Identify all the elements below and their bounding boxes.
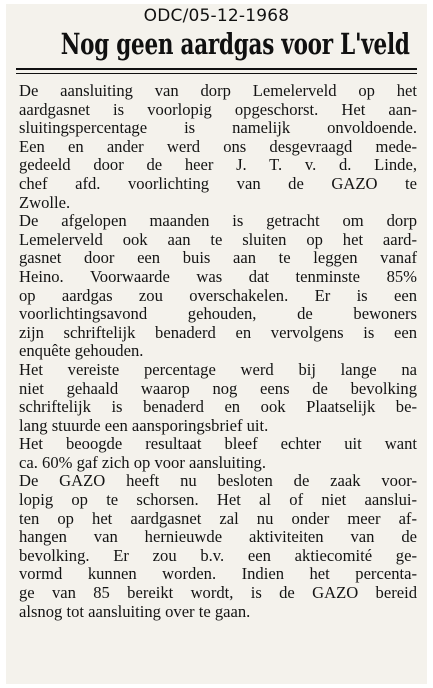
- text-line: Heino. Voorwaarde was dat tenminste 85%: [19, 266, 417, 286]
- text-line: ten op het aardgasnet zal nu onder meer af-: [19, 508, 417, 528]
- text-line: voorlichtingsavond gehouden, de bewoners: [19, 304, 417, 324]
- text-line: Het vereiste percentage werd bij lange na: [19, 359, 417, 379]
- text-line: Een en ander werd ons desgevraagd mede-: [19, 136, 417, 156]
- text-line: schriftelijk is benaderd en ook Plaatselijk be-: [19, 397, 417, 417]
- text-line: aardgasnet is voorlopig opgeschorst. Het aan-: [19, 99, 417, 119]
- paragraph-1: [19, 82, 417, 212]
- text-line: chef afd. voorlichting van de GAZO te: [19, 173, 417, 193]
- newspaper-clipping: [6, 4, 427, 684]
- text-line: De GAZO heeft nu besloten de zaak voor-: [19, 471, 417, 491]
- text-line: Zwolle.: [19, 192, 71, 212]
- text-line: hangen van hernieuwde aktiviteiten van de: [19, 527, 417, 547]
- headline-rule-thick: [16, 68, 417, 70]
- text-line: lang stuurde een aansporingsbrief uit.: [19, 415, 269, 435]
- text-line: Lemelerveld ook aan te sluiten op het aard-: [19, 229, 417, 249]
- text-line: niet gehaald waarop nog eens de bevolking: [19, 378, 417, 398]
- article-body: [19, 82, 417, 621]
- text-line: zijn schriftelijk benaderd en vervolgens is een: [19, 322, 417, 342]
- archive-date-stamp: ODC/05-12-1968: [143, 6, 290, 26]
- text-line: ge van 85 bereikt wordt, is de GAZO bereid: [19, 583, 417, 603]
- text-line: gedeeld door de heer J. T. v. d. Linde,: [19, 155, 417, 175]
- paragraph-5: [19, 472, 417, 621]
- text-line: Het beoogde resultaat bleef echter uit want: [19, 434, 417, 454]
- article-headline: Nog geen aardgas voor L'veld: [60, 27, 410, 61]
- text-line: gasnet door een buis aan te leggen vanaf: [19, 248, 417, 268]
- text-line: op aardgas zou overschakelen. Er is een: [19, 285, 417, 305]
- text-line: De afgelopen maanden is getracht om dorp: [19, 211, 417, 231]
- headline-rule-thin: [16, 73, 417, 74]
- text-line: enquête gehouden.: [19, 341, 144, 361]
- text-line: alsnog tot aansluiting over te gaan.: [19, 601, 251, 621]
- text-line: vormd kunnen worden. Indien het percenta-: [19, 564, 417, 584]
- text-line: ca. 60% gaf zich op voor aansluiting.: [19, 452, 266, 472]
- paragraph-3: [19, 361, 417, 435]
- text-line: sluitingspercentage is namelijk onvoldoende.: [19, 118, 417, 138]
- text-line: De aansluiting van dorp Lemelerveld op het: [19, 81, 417, 100]
- paragraph-4: [19, 435, 417, 472]
- paragraph-2: [19, 212, 417, 361]
- text-line: bevolking. Er zou b.v. een aktiecomité ge-: [19, 545, 417, 565]
- text-line: lopig op te schorsen. Het al of niet aanslui-: [19, 490, 417, 510]
